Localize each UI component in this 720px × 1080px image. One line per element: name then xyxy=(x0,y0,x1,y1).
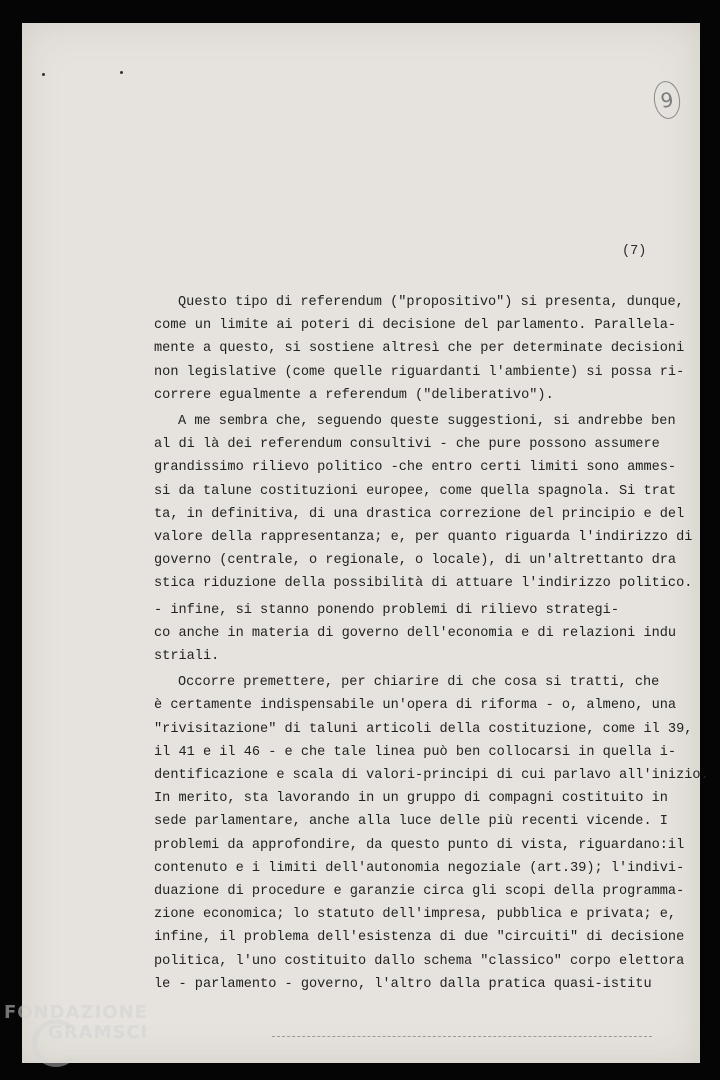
watermark-line-2: GRAMSCI xyxy=(48,1022,149,1043)
text-line: In merito, sta lavorando in un gruppo di compagni costituito in xyxy=(154,791,668,807)
text-line: Occorre premettere, per chiarire di che cosa si tratti, che xyxy=(178,675,660,691)
text-line: co anche in materia di governo dell'economia e di relazioni indu xyxy=(154,625,677,641)
paragraph xyxy=(154,599,694,669)
text-line: stica riduzione della possibilità di attuare l'indirizzo politico. xyxy=(154,576,693,592)
text-line: è certamente indispensabile un'opera di riforma - o, almeno, una xyxy=(154,698,677,714)
paragraph xyxy=(154,671,709,996)
watermark-line-1: FONDAZIONE xyxy=(4,1002,148,1023)
text-line: dentificazione e scala di valori-principi di cui parlavo all'inizio. xyxy=(154,768,709,784)
text-line: duazione di procedure e garanzie circa gli scopi della programma- xyxy=(154,884,685,900)
paragraph xyxy=(154,410,694,596)
text-line: Questo tipo di referendum ("propositivo") si presenta, dunque, xyxy=(178,295,684,310)
text-line: politica, l'uno costituito dallo schema "classico" corpo elettora xyxy=(154,953,685,969)
text-line: mente a questo, si sostiene altresì che per determinate decisioni xyxy=(154,341,685,357)
text-line: striali. xyxy=(154,649,220,665)
text-line: contenuto e i limiti dell'autonomia negoziale (art.39); l'indivi- xyxy=(154,860,685,876)
text-line: infine, il problema dell'esistenza di due "circuiti" di decisione xyxy=(154,930,685,946)
text-line: zione economica; lo statuto dell'impresa, pubblica e privata; e, xyxy=(154,907,677,923)
typed-body-text xyxy=(154,291,709,996)
text-line: si da talune costituzioni europee, come quella spagnola. Si trat xyxy=(154,483,677,499)
text-line: le - parlamento - governo, l'altro dalla pratica quasi-istitu xyxy=(154,976,652,992)
text-line: grandissimo rilievo politico -che entro certi limiti sono ammes- xyxy=(154,460,677,476)
text-line: al di là dei referendum consultivi - che pure possono assumere xyxy=(154,437,660,453)
gramsci-logo-icon xyxy=(32,1019,80,1067)
text-line: "rivisitazione" di taluni articoli della costituzione, come il 39, xyxy=(154,721,693,737)
text-line: come un limite ai poteri di decisione del parlamento. Parallela- xyxy=(154,318,677,334)
text-line: valore della rappresentanza; e, per quanto riguarda l'indirizzo di xyxy=(154,530,693,546)
fondazione-gramsci-watermark xyxy=(4,1003,148,1043)
paper-speck xyxy=(42,73,45,76)
handwritten-page-number: 9 xyxy=(651,79,682,120)
paper-speck xyxy=(120,71,123,74)
text-line: il 41 e il 46 - e che tale linea può ben collocarsi in quella i- xyxy=(154,744,677,760)
text-line: problemi da approfondire, da questo punto di vista, riguardano:il xyxy=(154,837,685,853)
text-line: A me sembra che, seguendo queste suggestioni, si andrebbe ben xyxy=(178,414,676,430)
paragraph xyxy=(154,291,694,407)
footer-rule xyxy=(272,1036,652,1037)
text-line: governo (centrale, o regionale, o locale), di un'altrettanto dra xyxy=(154,553,677,569)
document-page xyxy=(22,23,709,1063)
text-line: sede parlamentare, anche alla luce delle più recenti vicende. I xyxy=(154,814,668,830)
text-line: - infine, si stanno ponendo problemi di rilievo strategi- xyxy=(154,602,619,618)
text-line: correre egualmente a referendum ("deliberativo"). xyxy=(154,387,554,403)
text-line: non legislative (come quelle riguardanti l'ambiente) si possa ri- xyxy=(154,364,685,380)
text-line: ta, in definitiva, di una drastica correzione del principio e del xyxy=(154,506,685,522)
section-number: (7) xyxy=(622,244,647,259)
